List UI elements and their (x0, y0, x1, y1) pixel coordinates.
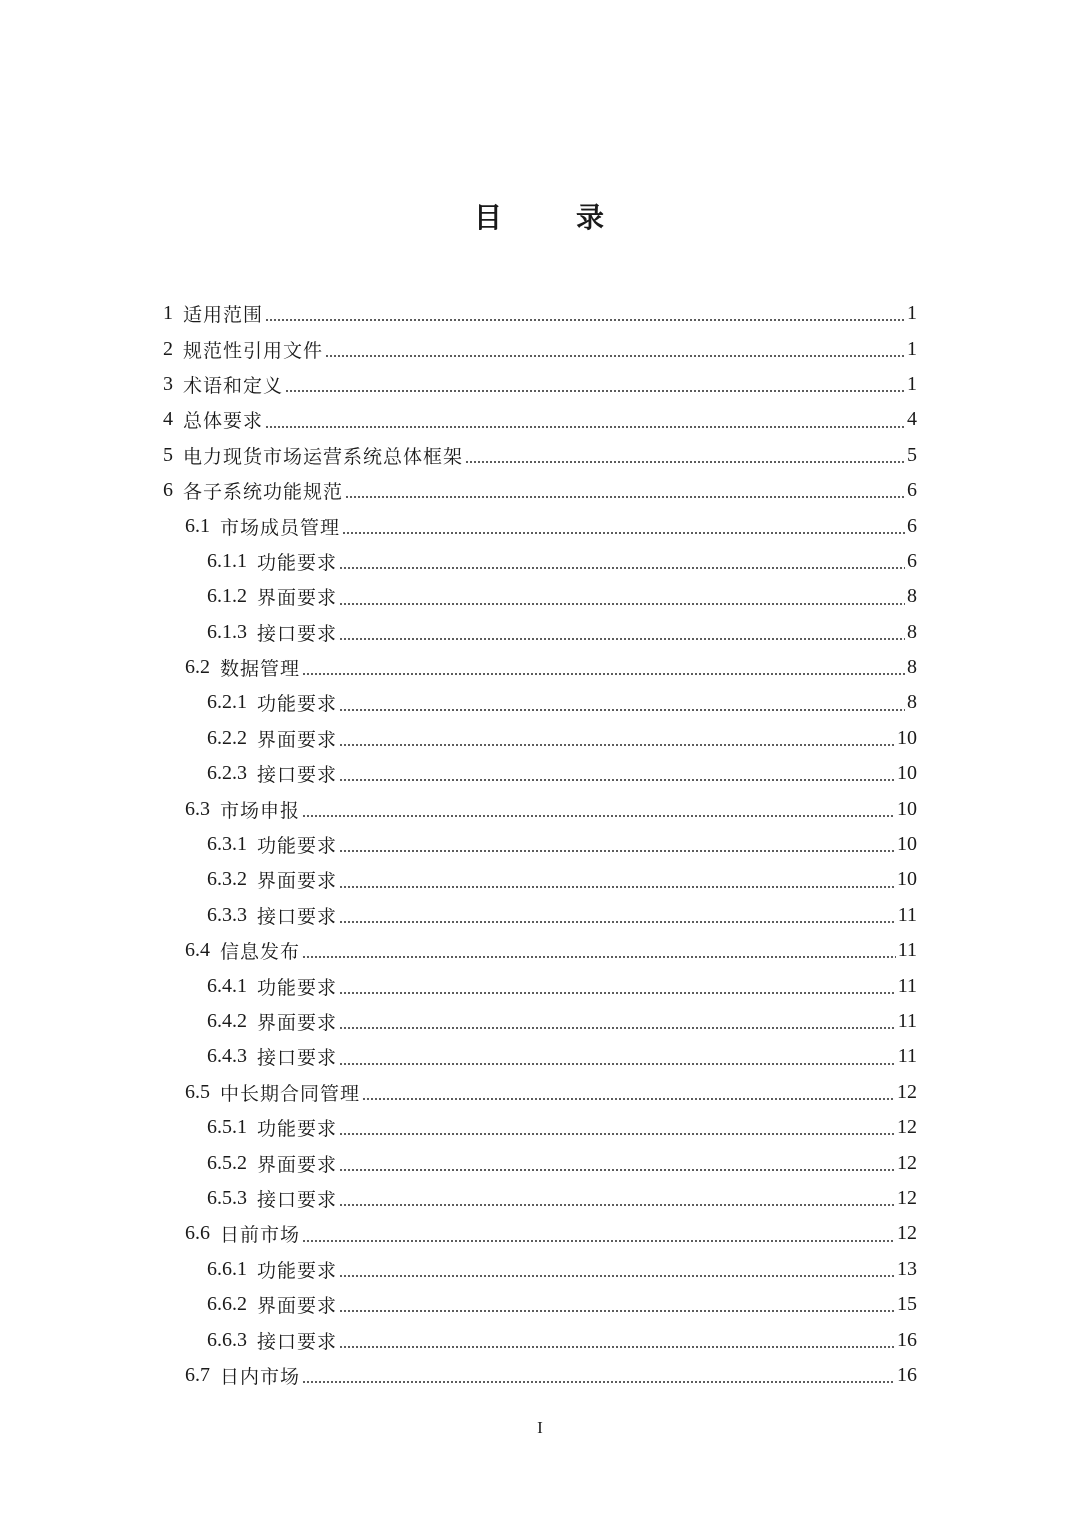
toc-entry-number: 6.6.3 (207, 1328, 247, 1351)
toc-entry-page: 10 (897, 868, 917, 891)
toc-entry[interactable] (163, 862, 917, 897)
page-title-char-1: 目 (473, 201, 504, 234)
toc-entry-title: 各子系统功能规范 (183, 481, 344, 504)
toc-dot-leader (339, 981, 896, 995)
toc-entry-number: 6.4 (185, 939, 210, 962)
toc-entry[interactable] (163, 721, 917, 756)
toc-entry-page: 6 (907, 479, 917, 502)
toc-entry-page: 1 (907, 337, 917, 360)
toc-entry-number: 6 (163, 479, 173, 502)
toc-entry-page: 8 (907, 585, 917, 608)
toc-dot-leader (339, 592, 905, 606)
toc-dot-leader (339, 1299, 895, 1313)
toc-entry[interactable] (163, 402, 917, 437)
toc-entry[interactable] (163, 685, 917, 720)
toc-entry[interactable] (163, 331, 917, 366)
toc-entry-number: 6.7 (185, 1363, 210, 1386)
toc-entry-number: 6.6.2 (207, 1293, 247, 1316)
toc-dot-leader (339, 875, 895, 889)
toc-entry-number: 2 (163, 337, 173, 360)
toc-entry-page: 10 (897, 797, 917, 820)
toc-entry[interactable] (163, 756, 917, 791)
toc-entry-page: 6 (907, 514, 917, 537)
toc-dot-leader (339, 627, 905, 641)
toc-entry[interactable] (163, 544, 917, 579)
toc-entry-page: 8 (907, 620, 917, 643)
toc-entry-number: 6.5.1 (207, 1116, 247, 1139)
toc-entry[interactable] (163, 1075, 917, 1110)
toc-entry-number: 6.6.1 (207, 1257, 247, 1280)
toc-entry-page: 11 (897, 939, 917, 962)
toc-dot-leader (339, 733, 895, 747)
toc-entry-page: 15 (897, 1293, 917, 1316)
toc-entry-number: 6.5.2 (207, 1151, 247, 1174)
table-of-contents (163, 296, 917, 1393)
toc-entry-title: 接口要求 (257, 622, 338, 645)
toc-entry-title: 界面要求 (257, 1012, 338, 1034)
toc-entry-number: 6.6 (185, 1222, 210, 1245)
toc-entry[interactable] (163, 1322, 917, 1357)
toc-entry[interactable] (163, 1181, 917, 1216)
toc-entry[interactable] (163, 898, 917, 933)
toc-entry-title: 功能要求 (257, 693, 338, 716)
toc-entry-number: 6.4.2 (207, 1010, 247, 1032)
toc-entry-title: 接口要求 (257, 1047, 338, 1070)
toc-entry-page: 11 (897, 903, 917, 926)
toc-entry-title: 接口要求 (257, 1330, 338, 1353)
toc-entry-title: 电力现货市场运营系统总体框架 (183, 445, 464, 468)
toc-entry[interactable] (163, 1252, 917, 1287)
toc-entry-title: 功能要求 (257, 551, 338, 574)
toc-entry-title: 界面要求 (257, 587, 338, 610)
toc-entry-number: 6.3 (185, 797, 210, 820)
toc-dot-leader (285, 379, 905, 393)
toc-dot-leader (339, 1193, 895, 1207)
toc-dot-leader (362, 1087, 895, 1101)
toc-entry-page: 8 (907, 656, 917, 679)
toc-entry[interactable] (163, 1145, 917, 1180)
toc-entry[interactable] (163, 579, 917, 614)
toc-entry-page: 11 (897, 974, 917, 997)
toc-entry-page: 1 (907, 372, 917, 395)
toc-entry-number: 6.1.3 (207, 620, 247, 643)
toc-dot-leader (339, 698, 905, 712)
toc-entry-page: 6 (907, 549, 917, 572)
toc-dot-leader (339, 1122, 895, 1136)
toc-entry-number: 6.5.3 (207, 1186, 247, 1209)
toc-entry[interactable] (163, 296, 917, 331)
toc-entry-title: 日内市场 (220, 1365, 301, 1388)
toc-dot-leader (339, 1158, 895, 1172)
toc-entry-number: 6.3.3 (207, 903, 247, 926)
toc-dot-leader (345, 485, 905, 499)
toc-entry-page: 11 (897, 1045, 917, 1068)
toc-entry-title: 界面要求 (257, 1153, 338, 1176)
toc-dot-leader (339, 1052, 896, 1066)
toc-entry-page: 10 (897, 726, 917, 749)
toc-dot-leader (339, 1264, 895, 1278)
toc-dot-leader (302, 1229, 895, 1243)
toc-entry[interactable] (163, 1216, 917, 1251)
toc-entry[interactable] (163, 827, 917, 862)
toc-entry[interactable] (163, 615, 917, 650)
toc-entry-number: 6.2.3 (207, 762, 247, 785)
toc-entry-number: 6.1.1 (207, 549, 247, 572)
toc-dot-leader (339, 768, 895, 782)
toc-entry-number: 6.3.1 (207, 833, 247, 856)
toc-entry-page: 8 (907, 691, 917, 714)
toc-entry-page: 12 (897, 1080, 917, 1103)
toc-entry-page: 10 (897, 833, 917, 856)
toc-entry-number: 3 (163, 372, 173, 395)
toc-entry-title: 功能要求 (257, 1118, 338, 1141)
toc-entry-number: 5 (163, 443, 173, 466)
toc-entry-page: 12 (897, 1116, 917, 1139)
toc-entry-page: 16 (897, 1363, 917, 1386)
toc-entry-title: 接口要求 (257, 764, 338, 787)
page-footer-number: I (537, 1418, 543, 1437)
toc-entry[interactable] (163, 1004, 917, 1039)
toc-entry-page: 4 (907, 408, 917, 431)
toc-entry-page: 11 (897, 1010, 917, 1032)
toc-dot-leader (265, 308, 905, 322)
toc-entry-number: 4 (163, 408, 173, 431)
toc-entry[interactable] (163, 367, 917, 402)
toc-entry[interactable] (163, 650, 917, 685)
toc-entry[interactable] (163, 791, 917, 826)
toc-entry-title: 市场成员管理 (220, 516, 341, 539)
toc-entry-page: 1 (907, 302, 917, 325)
toc-entry-title: 接口要求 (257, 905, 338, 928)
toc-entry-page: 12 (897, 1186, 917, 1209)
toc-dot-leader (302, 804, 895, 818)
toc-entry-page: 13 (897, 1257, 917, 1280)
toc-dot-leader (339, 910, 896, 924)
page-title-char-2: 录 (576, 201, 607, 234)
toc-dot-leader (302, 1370, 895, 1384)
toc-dot-leader (325, 344, 905, 358)
toc-entry-title: 数据管理 (220, 658, 301, 681)
toc-entry-title: 适用范围 (183, 304, 264, 327)
toc-dot-leader (465, 450, 905, 464)
toc-entry-number: 6.4.3 (207, 1045, 247, 1068)
toc-entry-page: 16 (897, 1328, 917, 1351)
toc-dot-leader (342, 521, 905, 535)
toc-entry-title: 功能要求 (257, 976, 338, 999)
toc-entry-number: 6.3.2 (207, 868, 247, 891)
toc-entry-title: 信息发布 (220, 941, 301, 964)
toc-entry-page: 5 (907, 443, 917, 466)
toc-entry-title: 总体要求 (183, 410, 264, 433)
toc-entry-title: 界面要求 (257, 870, 338, 893)
toc-entry[interactable] (163, 438, 917, 473)
toc-entry-page: 12 (897, 1151, 917, 1174)
toc-entry-number: 6.2.1 (207, 691, 247, 714)
toc-entry-title: 日前市场 (220, 1224, 301, 1247)
toc-entry[interactable] (163, 1110, 917, 1145)
toc-entry-title: 功能要求 (257, 835, 338, 858)
toc-dot-leader (302, 662, 905, 676)
toc-entry-number: 6.4.1 (207, 974, 247, 997)
toc-entry-page: 10 (897, 762, 917, 785)
toc-entry[interactable] (163, 1039, 917, 1074)
toc-dot-leader (339, 1016, 896, 1030)
toc-entry-title: 术语和定义 (183, 374, 284, 397)
toc-dot-leader (302, 945, 896, 959)
toc-entry-title: 接口要求 (257, 1188, 338, 1211)
toc-entry-number: 1 (163, 302, 173, 325)
toc-entry[interactable] (163, 473, 917, 508)
toc-entry-number: 6.5 (185, 1080, 210, 1103)
toc-dot-leader (339, 556, 905, 570)
toc-entry-title: 界面要求 (257, 728, 338, 751)
toc-dot-leader (339, 1335, 895, 1349)
toc-entry[interactable] (163, 933, 917, 968)
toc-entry[interactable] (163, 1358, 917, 1393)
toc-entry-number: 6.1 (185, 514, 210, 537)
toc-entry[interactable] (163, 508, 917, 543)
toc-entry-title: 市场申报 (220, 799, 301, 822)
toc-entry-title: 界面要求 (257, 1295, 338, 1318)
toc-dot-leader (265, 415, 905, 429)
toc-entry-title: 功能要求 (257, 1259, 338, 1282)
toc-entry-title: 规范性引用文件 (183, 339, 324, 362)
page-title (0, 196, 1080, 240)
toc-entry-number: 6.2.2 (207, 726, 247, 749)
toc-entry-number: 6.2 (185, 656, 210, 679)
toc-dot-leader (339, 839, 895, 853)
toc-entry-title: 中长期合同管理 (220, 1082, 361, 1105)
toc-entry[interactable] (163, 1287, 917, 1322)
toc-entry-page: 12 (897, 1222, 917, 1245)
toc-entry-number: 6.1.2 (207, 585, 247, 608)
toc-entry[interactable] (163, 968, 917, 1003)
